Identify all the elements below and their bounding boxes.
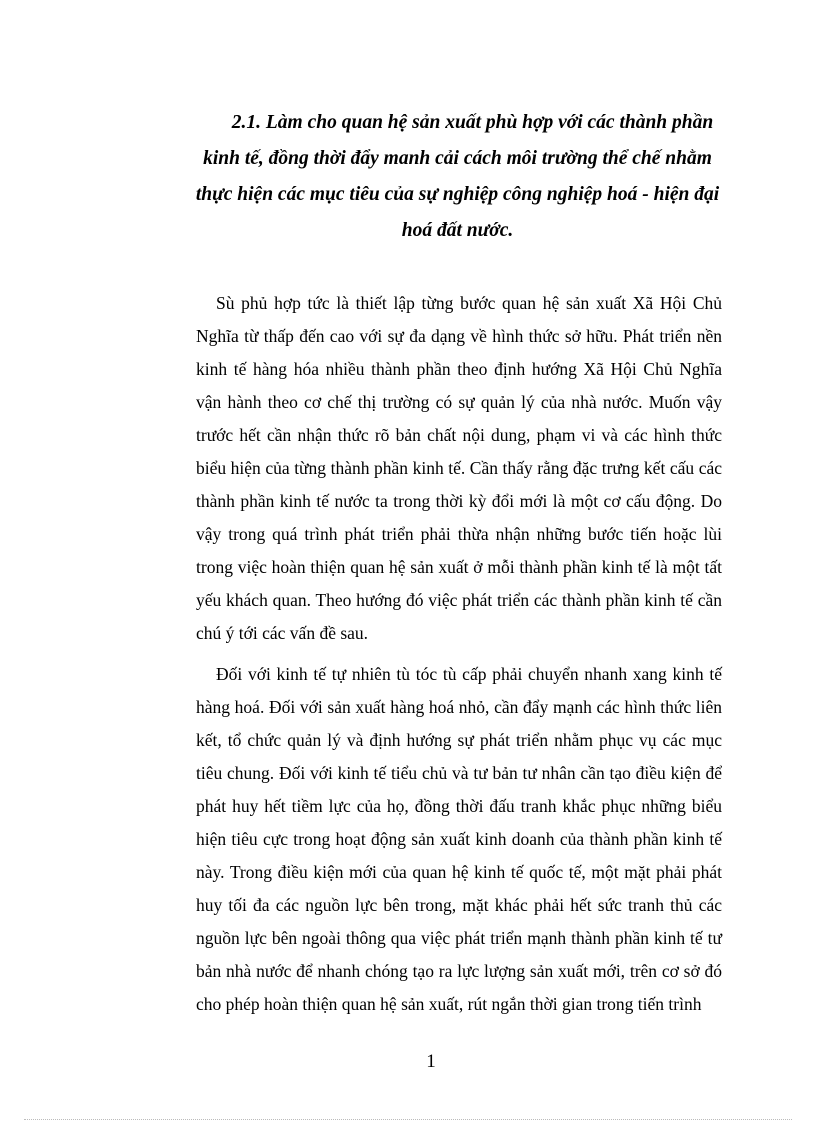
text-line: cho phép hoàn thiện quan hệ sản xuất, rút ngắn thời gian trong tiến trình (196, 994, 702, 1014)
text-line: tiêu chung. Đối với kinh tế tiểu chủ và tư bản tư nhân cần tạo điều kiện để (196, 763, 722, 783)
text-line: vận hành theo cơ chế thị trường có sự quản lý của nhà nước. Muốn vậy (196, 392, 722, 412)
page-bottom-border (24, 1119, 792, 1120)
text-line: Đối với kinh tế tự nhiên tù tóc tù cấp phải chuyển nhanh xang kinh tế (216, 664, 722, 684)
heading-line: kinh tế, đồng thời đẩy manh cải cách môi trường thể chế nhằm (203, 148, 712, 169)
text-line: hàng hoá. Đối với sản xuất hàng hoá nhỏ, cần đẩy mạnh các hình thức liên (196, 697, 722, 717)
text-line: chú ý tới các vấn đề sau. (196, 623, 369, 643)
section-heading (195, 105, 720, 249)
text-line: nguồn lực bên ngoài thông qua việc phát triển mạnh thành phần kinh tế tư (196, 928, 722, 948)
heading-line: thực hiện các mục tiêu của sự nghiệp công nghiệp hoá - hiện đại (195, 184, 720, 205)
paragraph-1 (196, 287, 722, 650)
page-number: 1 (426, 1051, 436, 1072)
text-line: biểu hiện của từng thành phần kinh tế. Cần thấy rằng đặc trưng kết cấu các (196, 458, 722, 478)
text-line: này. Trong điều kiện mới của quan hệ kinh tế quốc tế, một mặt phải phát (196, 862, 722, 882)
text-line: Sù phủ hợp tức là thiết lập từng bước quan hệ sản xuất Xã Hội Chủ (216, 293, 722, 313)
text-line: huy tối đa các nguồn lực bên trong, mặt khác phải hết sức tranh thủ các (196, 895, 722, 915)
text-line: thành phần kinh tế nước ta trong thời kỳ đổi mới là một cơ cấu động. Do (196, 491, 722, 511)
text-line: yếu khách quan. Theo hướng đó việc phát triển các thành phần kinh tế cần (196, 590, 722, 610)
text-line: bản nhà nước để nhanh chóng tạo ra lực lượng sản xuất mới, trên cơ sở đó (196, 961, 722, 981)
text-line: trước hết cần nhận thức rõ bản chất nội dung, phạm vi và các hình thức (196, 425, 722, 445)
text-line: trong việc hoàn thiện quan hệ sản xuất ở mỗi thành phần kinh tế là một tất (196, 557, 722, 577)
text-line: phát huy hết tiềm lực của họ, đồng thời đấu tranh khắc phục những biểu (196, 796, 722, 816)
body-text (196, 287, 722, 1021)
text-line: kết, tổ chức quản lý và định hướng sự phát triển nhằm phục vụ các mục (196, 730, 722, 750)
text-line: hiện tiêu cực trong hoạt động sản xuất kinh doanh của thành phần kinh tế (196, 829, 722, 849)
paragraph-2 (196, 658, 722, 1021)
text-line: Nghĩa từ thấp đến cao với sự đa dạng về hình thức sở hữu. Phát triển nền (196, 326, 722, 346)
heading-line: 2.1. Làm cho quan hệ sản xuất phù hợp với các thành phần (231, 112, 714, 133)
heading-line: hoá đất nước. (401, 220, 514, 241)
text-line: vậy trong quá trình phát triển phải thừa nhận những bước tiến hoặc lùi (196, 524, 722, 544)
text-line: kinh tế hàng hóa nhiều thành phần theo định hướng Xã Hội Chủ Nghĩa (196, 359, 722, 379)
